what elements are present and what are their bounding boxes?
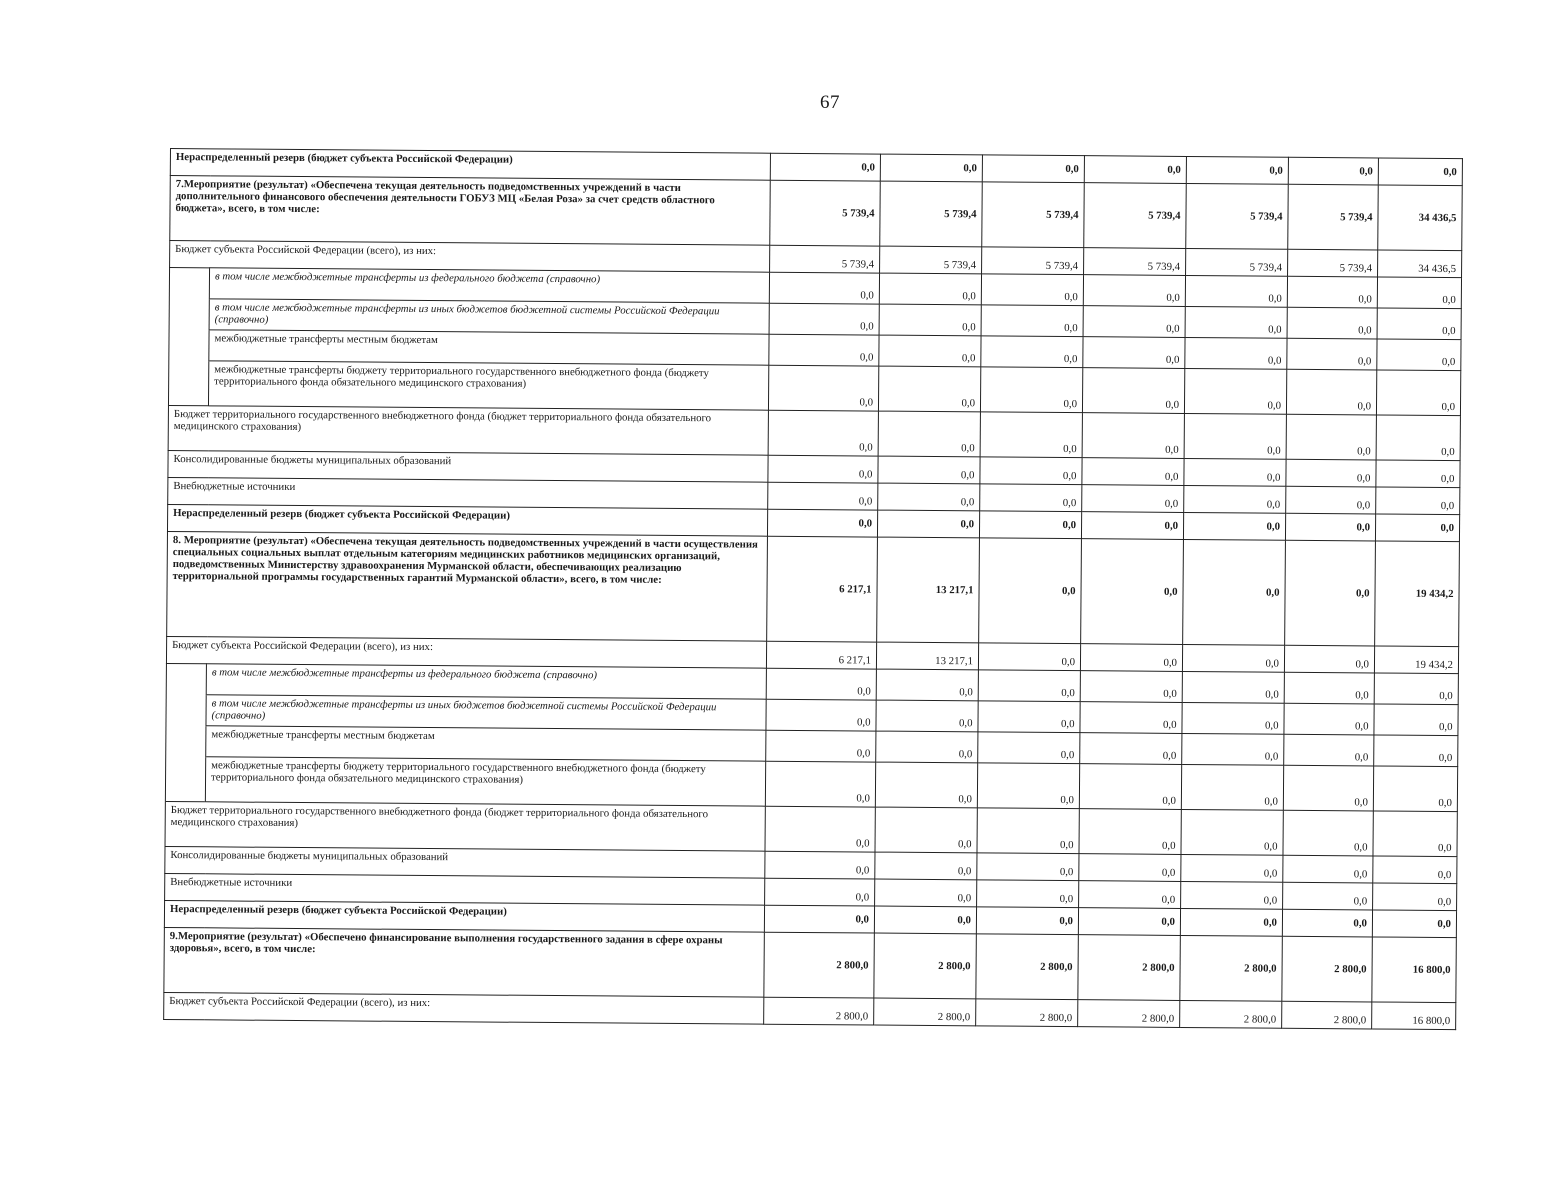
- value-cell: 2 800,0: [976, 934, 1079, 1000]
- value-cell: 5 739,4: [1084, 248, 1186, 276]
- indent-cell: [166, 663, 206, 694]
- row-label: Консолидированные бюджеты муниципальных образований: [168, 450, 768, 482]
- value-cell: 0,0: [875, 807, 977, 853]
- value-cell: 0,0: [1186, 156, 1288, 184]
- value-cell: 0,0: [1080, 733, 1182, 765]
- row-label: 7.Мероприятие (результат) «Обеспечена текущая деятельность подведомственных учреждений в части дополнительного финансового обеспечения деятельности ГОБУЗ МЦ «Белая Роза» за счет средств областного бюджета», всего, в том числе:: [170, 176, 770, 246]
- value-cell: 0,0: [1083, 337, 1185, 369]
- value-cell: 0,0: [1288, 157, 1378, 185]
- value-cell: 0,0: [980, 412, 1082, 458]
- value-cell: 0,0: [765, 878, 875, 906]
- value-cell: 0,0: [976, 907, 1078, 935]
- value-cell: 0,0: [1285, 540, 1376, 646]
- row-label: межбюджетные трансферты бюджету территориального государственного внебюджетного фонда (бюджету территориального фонда обязательного медицинского страхования): [208, 361, 768, 410]
- value-cell: 0,0: [1283, 810, 1373, 856]
- value-cell: 0,0: [982, 155, 1084, 183]
- row-label: Бюджет территориального государственного внебюджетного фонда (бюджет территориального фонда обязательного медицинского страхования): [165, 801, 765, 851]
- value-cell: 0,0: [1184, 458, 1286, 486]
- row-label: Бюджет субъекта Российской Федерации (всего), из них:: [164, 992, 764, 1024]
- row-label: в том числе межбюджетные трансферты из иных бюджетов бюджетной системы Российской Федерации (справочно): [206, 695, 766, 730]
- value-cell: 5 739,4: [880, 246, 982, 274]
- row-total-cell: 0,0: [1374, 735, 1458, 767]
- value-cell: 0,0: [1182, 702, 1284, 734]
- value-cell: 0,0: [1185, 275, 1287, 307]
- value-cell: 0,0: [977, 880, 1079, 908]
- value-cell: 0,0: [769, 303, 879, 335]
- value-cell: 0,0: [1181, 854, 1283, 882]
- value-cell: 0,0: [1180, 908, 1282, 936]
- row-total-cell: 0,0: [1376, 370, 1460, 416]
- indent-cell: [165, 756, 205, 801]
- row-total-cell: 19 434,2: [1375, 541, 1460, 647]
- value-cell: 0,0: [1081, 512, 1183, 540]
- value-cell: 2 800,0: [976, 999, 1078, 1027]
- value-cell: 5 739,4: [982, 182, 1085, 248]
- value-cell: 0,0: [1285, 513, 1375, 541]
- value-cell: 0,0: [1286, 486, 1376, 514]
- value-cell: 0,0: [1184, 413, 1286, 459]
- page-number: 67: [820, 92, 840, 113]
- row-total-cell: 16 800,0: [1372, 1002, 1456, 1030]
- value-cell: 0,0: [1287, 307, 1377, 339]
- value-cell: 0,0: [768, 482, 878, 510]
- value-cell: 5 739,4: [1288, 184, 1379, 250]
- value-cell: 0,0: [764, 905, 874, 933]
- value-cell: 0,0: [979, 538, 1082, 644]
- value-cell: 0,0: [977, 853, 1079, 881]
- value-cell: 0,0: [1078, 908, 1180, 936]
- value-cell: 2 800,0: [1180, 935, 1283, 1001]
- value-cell: 2 800,0: [874, 998, 976, 1026]
- row-label: 8. Мероприятие (результат) «Обеспечена текущая деятельность подведомственных учреждений в части осуществления специальных социальных выплат отдельным категориям медицинских работников медицинских организаций, подведомственных Министерству здравоохранения Мурманской области, обеспечивающих реализацию территориальной программы государственных гарантий Мурманской области», всего, в том числе:: [167, 531, 768, 641]
- row-label: Бюджет субъекта Российской Федерации (всего), из них:: [170, 241, 770, 273]
- value-cell: 13 217,1: [877, 537, 980, 643]
- indent-cell: [169, 298, 209, 329]
- value-cell: 0,0: [1182, 644, 1284, 672]
- row-total-cell: 16 800,0: [1372, 937, 1457, 1003]
- value-cell: 0,0: [1287, 338, 1377, 370]
- value-cell: 0,0: [1181, 764, 1283, 810]
- value-cell: 0,0: [1082, 458, 1184, 486]
- value-cell: 0,0: [878, 456, 980, 484]
- indent-cell: [168, 360, 208, 405]
- value-cell: 0,0: [765, 806, 875, 852]
- value-cell: 0,0: [769, 272, 879, 304]
- value-cell: 0,0: [1185, 306, 1287, 338]
- value-cell: 0,0: [879, 335, 981, 367]
- table-row: [167, 531, 1460, 646]
- value-cell: 0,0: [880, 154, 982, 182]
- row-total-cell: 0,0: [1373, 811, 1457, 857]
- value-cell: 0,0: [1080, 671, 1182, 703]
- row-total-cell: 0,0: [1373, 856, 1457, 884]
- value-cell: 0,0: [1283, 855, 1373, 883]
- value-cell: 5 739,4: [1186, 248, 1288, 276]
- row-total-cell: 0,0: [1378, 158, 1462, 186]
- budget-table-wrapper: [163, 148, 1462, 1030]
- row-total-cell: 0,0: [1377, 308, 1461, 340]
- value-cell: 0,0: [980, 367, 1082, 413]
- value-cell: 0,0: [879, 273, 981, 305]
- value-cell: 0,0: [878, 483, 980, 511]
- value-cell: 0,0: [1286, 414, 1376, 460]
- value-cell: 0,0: [878, 366, 980, 412]
- row-total-cell: 0,0: [1377, 277, 1461, 309]
- table-row: [164, 927, 1456, 1002]
- value-cell: 0,0: [1284, 672, 1374, 704]
- indent-cell: [166, 694, 206, 725]
- value-cell: 0,0: [765, 761, 875, 807]
- row-label: в том числе межбюджетные трансферты из федерального бюджета (справочно): [206, 664, 766, 699]
- value-cell: 0,0: [770, 153, 880, 181]
- value-cell: 0,0: [979, 511, 1081, 539]
- value-cell: 0,0: [978, 701, 1080, 733]
- value-cell: 0,0: [1282, 909, 1372, 937]
- value-cell: 5 739,4: [1084, 183, 1187, 249]
- row-label: Внебюджетные источники: [165, 873, 765, 905]
- row-label: межбюджетные трансферты местным бюджетам: [209, 330, 769, 365]
- row-total-cell: 0,0: [1376, 415, 1460, 461]
- value-cell: 0,0: [767, 509, 877, 537]
- row-total-cell: 0,0: [1375, 514, 1459, 542]
- value-cell: 5 739,4: [770, 180, 881, 246]
- value-cell: 0,0: [1182, 733, 1284, 765]
- value-cell: 0,0: [1181, 881, 1283, 909]
- row-label: Нераспределенный резерв (бюджет субъекта Российской Федерации): [170, 149, 770, 181]
- row-total-cell: 34 436,5: [1378, 250, 1462, 278]
- value-cell: 0,0: [876, 700, 978, 732]
- row-label: Нераспределенный резерв (бюджет субъекта Российской Федерации): [164, 900, 764, 932]
- value-cell: 0,0: [1284, 703, 1374, 735]
- row-label: межбюджетные трансферты бюджету территориального государственного внебюджетного фонда (бюджету территориального фонда обязательного медицинского страхования): [205, 757, 765, 806]
- value-cell: 6 217,1: [766, 641, 876, 669]
- row-label: Внебюджетные источники: [168, 477, 768, 509]
- value-cell: 0,0: [1079, 809, 1181, 855]
- value-cell: 0,0: [1185, 337, 1287, 369]
- row-total-cell: 0,0: [1376, 487, 1460, 515]
- value-cell: 2 800,0: [1078, 935, 1181, 1001]
- row-total-cell: 34 436,5: [1378, 185, 1463, 251]
- row-label: в том числе межбюджетные трансферты из иных бюджетов бюджетной системы Российской Федерации (справочно): [209, 299, 769, 334]
- row-total-cell: 0,0: [1372, 910, 1456, 938]
- value-cell: 0,0: [766, 730, 876, 762]
- value-cell: 2 800,0: [764, 932, 875, 998]
- value-cell: 0,0: [1283, 765, 1373, 811]
- row-label: Бюджет территориального государственного внебюджетного фонда (бюджет территориального фонда обязательного медицинского страхования): [168, 405, 768, 455]
- value-cell: 0,0: [980, 484, 1082, 512]
- value-cell: 0,0: [769, 334, 879, 366]
- value-cell: 0,0: [977, 808, 1079, 854]
- value-cell: 0,0: [878, 411, 980, 457]
- value-cell: 0,0: [876, 731, 978, 763]
- row-total-cell: 0,0: [1377, 339, 1461, 371]
- value-cell: 5 739,4: [770, 245, 880, 273]
- value-cell: 0,0: [1083, 306, 1185, 338]
- value-cell: 0,0: [1182, 671, 1284, 703]
- value-cell: 0,0: [1284, 734, 1374, 766]
- row-label: Нераспределенный резерв (бюджет субъекта Российской Федерации): [167, 504, 767, 536]
- value-cell: 2 800,0: [1078, 1000, 1180, 1028]
- value-cell: 0,0: [980, 457, 1082, 485]
- value-cell: 0,0: [765, 851, 875, 879]
- value-cell: 0,0: [876, 669, 978, 701]
- value-cell: 0,0: [1183, 539, 1286, 645]
- value-cell: 5 739,4: [1186, 183, 1289, 249]
- value-cell: 0,0: [877, 510, 979, 538]
- value-cell: 13 217,1: [876, 642, 978, 670]
- value-cell: 0,0: [1084, 156, 1186, 184]
- value-cell: 0,0: [879, 304, 981, 336]
- value-cell: 0,0: [768, 455, 878, 483]
- value-cell: 0,0: [1080, 644, 1182, 672]
- value-cell: 2 800,0: [764, 997, 874, 1025]
- value-cell: 2 800,0: [1282, 1001, 1372, 1029]
- value-cell: 0,0: [981, 305, 1083, 337]
- value-cell: 0,0: [1081, 539, 1184, 645]
- value-cell: 0,0: [1283, 882, 1373, 910]
- value-cell: 0,0: [1082, 368, 1184, 414]
- value-cell: 0,0: [1287, 276, 1377, 308]
- value-cell: 0,0: [978, 732, 1080, 764]
- value-cell: 0,0: [766, 699, 876, 731]
- value-cell: 5 739,4: [880, 181, 983, 247]
- value-cell: 2 800,0: [1180, 1000, 1282, 1028]
- row-total-cell: 19 434,2: [1374, 646, 1458, 674]
- value-cell: 0,0: [1080, 702, 1182, 734]
- value-cell: 0,0: [768, 365, 878, 411]
- value-cell: 0,0: [1183, 512, 1285, 540]
- value-cell: 0,0: [875, 879, 977, 907]
- indent-cell: [169, 268, 209, 299]
- value-cell: 0,0: [1082, 413, 1184, 459]
- value-cell: 5 739,4: [982, 247, 1084, 275]
- row-label: Консолидированные бюджеты муниципальных образований: [165, 846, 765, 878]
- value-cell: 0,0: [981, 274, 1083, 306]
- value-cell: 0,0: [1079, 764, 1181, 810]
- value-cell: 0,0: [768, 410, 878, 456]
- row-label: Бюджет субъекта Российской Федерации (всего), из них:: [166, 636, 766, 668]
- value-cell: 0,0: [1079, 881, 1181, 909]
- value-cell: 0,0: [1181, 809, 1283, 855]
- value-cell: 0,0: [766, 668, 876, 700]
- budget-table: [163, 148, 1463, 1030]
- value-cell: 0,0: [1284, 645, 1374, 673]
- row-total-cell: 0,0: [1374, 673, 1458, 705]
- value-cell: 0,0: [1286, 369, 1376, 415]
- value-cell: 0,0: [874, 906, 976, 934]
- value-cell: 0,0: [978, 670, 1080, 702]
- value-cell: 0,0: [1286, 459, 1376, 487]
- indent-cell: [166, 725, 206, 756]
- value-cell: 0,0: [981, 336, 1083, 368]
- value-cell: 0,0: [1079, 854, 1181, 882]
- value-cell: 5 739,4: [1288, 249, 1378, 277]
- value-cell: 0,0: [978, 643, 1080, 671]
- value-cell: 0,0: [1184, 368, 1286, 414]
- value-cell: 6 217,1: [767, 536, 878, 642]
- value-cell: 0,0: [1083, 275, 1185, 307]
- row-label: межбюджетные трансферты местным бюджетам: [206, 726, 766, 761]
- row-total-cell: 0,0: [1376, 460, 1460, 488]
- row-total-cell: 0,0: [1373, 883, 1457, 911]
- row-label: 9.Мероприятие (результат) «Обеспечено финансирование выполнения государственного задания в сфере охраны здоровья», всего, в том числе:: [164, 927, 764, 997]
- value-cell: 0,0: [977, 763, 1079, 809]
- value-cell: 0,0: [1082, 485, 1184, 513]
- row-total-cell: 0,0: [1373, 766, 1457, 812]
- row-label: в том числе межбюджетные трансферты из федерального бюджета (справочно): [209, 268, 769, 303]
- value-cell: 0,0: [875, 852, 977, 880]
- row-total-cell: 0,0: [1374, 704, 1458, 736]
- value-cell: 2 800,0: [874, 933, 977, 999]
- table-row: [170, 176, 1462, 251]
- value-cell: 2 800,0: [1282, 936, 1373, 1002]
- budget-table-body: [164, 149, 1463, 1030]
- value-cell: 0,0: [875, 762, 977, 808]
- indent-cell: [169, 329, 209, 360]
- value-cell: 0,0: [1184, 485, 1286, 513]
